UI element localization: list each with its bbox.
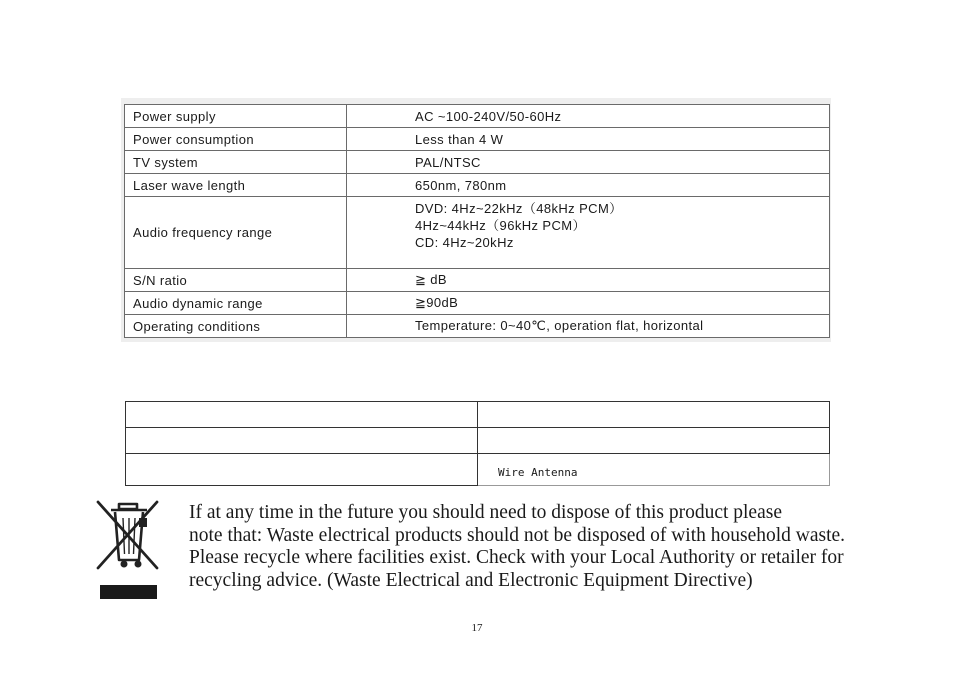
- weee-bin-icon: [95, 498, 161, 600]
- notice-line: recycling advice. (Waste Electrical and Electronic Equipment Directive): [189, 569, 753, 591]
- accessories-table: [125, 401, 830, 486]
- notice-line: note that: Waste electrical products should not be disposed of with household waste.: [189, 524, 846, 546]
- spec-row: [125, 292, 830, 315]
- accessory-row: [126, 454, 830, 486]
- page-number: 17: [471, 622, 483, 634]
- accessory-row: [126, 428, 830, 454]
- spec-row: [125, 197, 830, 269]
- spec-label: TV system: [125, 151, 347, 174]
- accessory-row: [126, 402, 830, 428]
- accessory-cell: [126, 454, 478, 486]
- accessory-cell: [478, 428, 830, 454]
- spec-row: [125, 151, 830, 174]
- spec-table-container: [121, 98, 831, 342]
- disposal-notice: [189, 502, 889, 592]
- spec-value: Temperature: 0~40℃, operation flat, horizontal: [347, 315, 830, 338]
- spec-row: [125, 105, 830, 128]
- spec-label: Audio dynamic range: [125, 292, 347, 315]
- spec-value: 650nm, 780nm: [347, 174, 830, 197]
- accessory-antenna: Wire Antenna: [478, 454, 830, 486]
- spec-label: Laser wave length: [125, 174, 347, 197]
- spec-value: PAL/NTSC: [347, 151, 830, 174]
- spec-table: [124, 104, 830, 338]
- notice-line: If at any time in the future you should need to dispose of this product please: [189, 502, 782, 523]
- spec-label: Power consumption: [125, 128, 347, 151]
- spec-row: [125, 174, 830, 197]
- spec-value: [347, 197, 830, 269]
- spec-value: AC ~100-240V/50-60Hz: [347, 105, 830, 128]
- spec-value-line: DVD: 4Hz~22kHz（48kHz PCM）: [415, 201, 623, 216]
- spec-value: ≧ dB: [347, 269, 830, 292]
- spec-value: Less than 4 W: [347, 128, 830, 151]
- spec-value-line: 4Hz~44kHz（96kHz PCM）: [415, 218, 586, 233]
- spec-row: [125, 128, 830, 151]
- accessory-cell: [126, 402, 478, 428]
- spec-label: Audio frequency range: [125, 197, 347, 269]
- spec-label: Power supply: [125, 105, 347, 128]
- spec-label: Operating conditions: [125, 315, 347, 338]
- spec-row: [125, 269, 830, 292]
- notice-line: Please recycle where facilities exist. Check with your Local Authority or retailer for: [189, 547, 844, 568]
- accessory-cell: [126, 428, 478, 454]
- accessory-cell: [478, 402, 830, 428]
- spec-value-line: CD: 4Hz~20kHz: [415, 235, 514, 250]
- spec-value: ≧90dB: [347, 292, 830, 315]
- spec-label: S/N ratio: [125, 269, 347, 292]
- spec-row: [125, 315, 830, 338]
